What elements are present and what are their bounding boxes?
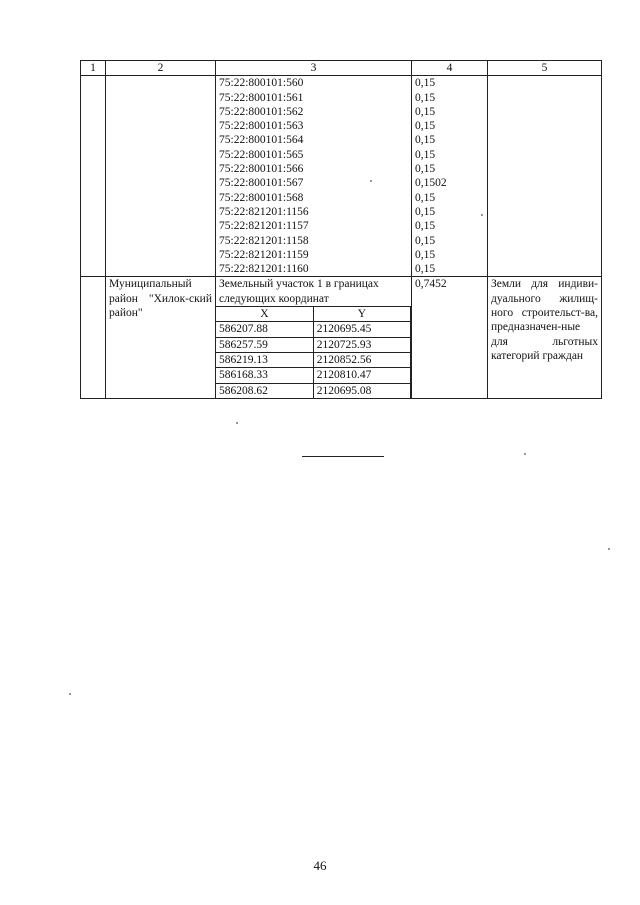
cadastral-code: 75:22:800101:562 bbox=[219, 105, 304, 118]
area-value: 0,15 bbox=[415, 91, 436, 104]
cadastral-code: 75:22:800101:567 bbox=[219, 177, 304, 190]
y-value: 2120695.45 bbox=[313, 322, 410, 337]
area-value: 0,15 bbox=[415, 248, 436, 261]
scan-speck bbox=[236, 422, 238, 424]
cadastral-code: 75:22:800101:563 bbox=[219, 120, 304, 133]
x-value: 586219.13 bbox=[216, 352, 313, 367]
district-cell: Муниципальный район "Хилок-ский район" bbox=[106, 277, 216, 398]
coordinates-table bbox=[216, 306, 411, 398]
cadastral-code: 75:22:821201:1156 bbox=[219, 205, 309, 218]
x-value: 586208.62 bbox=[216, 383, 313, 398]
area-value: 0,15 bbox=[415, 220, 436, 233]
y-value: 2120810.47 bbox=[313, 368, 410, 383]
scan-speck bbox=[608, 548, 610, 550]
coordinates-header-row bbox=[216, 307, 411, 322]
scan-speck bbox=[370, 180, 372, 182]
plot-area-cell: 0,7452 bbox=[412, 277, 488, 398]
cadastral-code: 75:22:821201:1160 bbox=[219, 263, 309, 276]
y-value: 2120852.56 bbox=[313, 352, 410, 367]
scan-speck bbox=[69, 693, 71, 695]
area-value: 0,15 bbox=[415, 205, 436, 218]
header-col-5: 5 bbox=[488, 61, 602, 76]
land-purpose-cell: Земли для индиви-дуального жилищ-ного строительст-ва, предназначен-ные для льготных категорий граждан bbox=[488, 277, 602, 398]
cadastral-code: 75:22:800101:561 bbox=[219, 91, 304, 104]
area-value: 0,1502 bbox=[415, 177, 447, 190]
y-value: 2120695.08 bbox=[313, 383, 410, 398]
x-value: 586207.88 bbox=[216, 322, 313, 337]
cadastral-code: 75:22:821201:1157 bbox=[219, 220, 309, 233]
header-col-4: 4 bbox=[412, 61, 488, 76]
y-header: Y bbox=[313, 307, 410, 322]
coordinates-row bbox=[216, 383, 411, 398]
area-value: 0,15 bbox=[415, 234, 436, 247]
table-row-cadastral bbox=[81, 76, 602, 277]
cadastral-code: 75:22:821201:1158 bbox=[219, 234, 309, 247]
page-number: 46 bbox=[313, 858, 327, 873]
end-rule bbox=[302, 456, 384, 457]
x-header: X bbox=[216, 307, 313, 322]
header-col-2: 2 bbox=[106, 61, 216, 76]
cadastral-codes-cell bbox=[216, 76, 412, 277]
cadastral-code: 75:22:800101:564 bbox=[219, 134, 304, 147]
row1-col1 bbox=[81, 76, 106, 277]
area-value: 0,15 bbox=[415, 77, 436, 90]
area-value: 0,15 bbox=[415, 148, 436, 161]
coordinates-row bbox=[216, 368, 411, 383]
area-value: 0,15 bbox=[415, 120, 436, 133]
area-value: 0,15 bbox=[415, 263, 436, 276]
cadastral-code: 75:22:800101:566 bbox=[219, 163, 304, 176]
x-value: 586168.33 bbox=[216, 368, 313, 383]
plot-caption: Земельный участок 1 в границах следующих координат bbox=[219, 278, 379, 305]
x-value: 586257.59 bbox=[216, 337, 313, 352]
land-plots-table bbox=[80, 60, 602, 399]
header-col-1: 1 bbox=[81, 61, 106, 76]
cadastral-code: 75:22:800101:560 bbox=[219, 77, 304, 90]
scan-speck bbox=[524, 453, 526, 455]
area-value: 0,15 bbox=[415, 134, 436, 147]
plot-coordinates-cell bbox=[216, 277, 412, 398]
area-value: 0,15 bbox=[415, 163, 436, 176]
cadastral-code: 75:22:821201:1159 bbox=[219, 248, 309, 261]
y-value: 2120725.93 bbox=[313, 337, 410, 352]
coordinates-row bbox=[216, 322, 411, 337]
coordinates-row bbox=[216, 352, 411, 367]
table-row-district bbox=[81, 277, 602, 398]
areas-cell bbox=[412, 76, 488, 277]
row2-col1 bbox=[81, 277, 106, 398]
header-col-3: 3 bbox=[216, 61, 412, 76]
area-value: 0,15 bbox=[415, 191, 436, 204]
area-value: 0,15 bbox=[415, 105, 436, 118]
table-header-row bbox=[81, 61, 602, 76]
row1-col5 bbox=[488, 76, 602, 277]
cadastral-code: 75:22:800101:565 bbox=[219, 148, 304, 161]
coordinates-row bbox=[216, 337, 411, 352]
cadastral-code: 75:22:800101:568 bbox=[219, 191, 304, 204]
row1-col2 bbox=[106, 76, 216, 277]
scan-speck bbox=[481, 214, 483, 216]
